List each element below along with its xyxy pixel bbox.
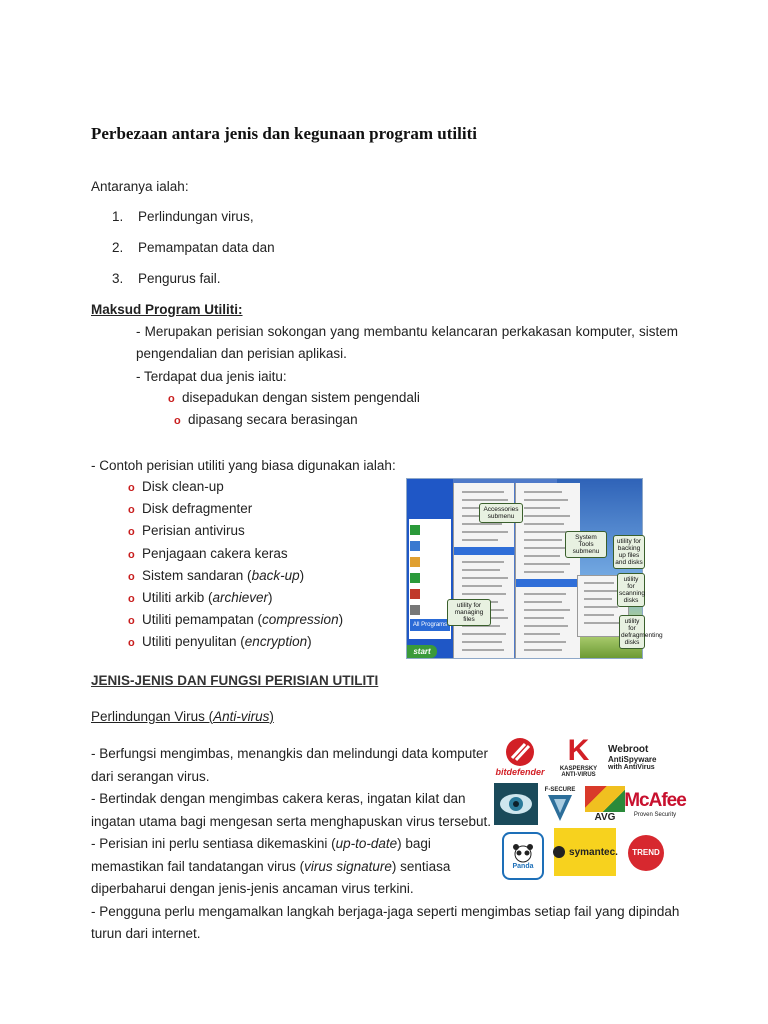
kaspersky-text: KASPERSKY xyxy=(559,766,598,772)
contoh-item-label: ) xyxy=(268,590,273,605)
start-button[interactable]: start xyxy=(407,645,437,658)
antivirus-heading xyxy=(91,706,274,728)
contoh-intro: - Contoh perisian utiliti yang biasa digunakan ialah: xyxy=(91,458,396,473)
circle-bullet-icon: o xyxy=(128,615,135,628)
circle-bullet-icon: o xyxy=(174,415,181,427)
circle-bullet-icon: o xyxy=(128,570,135,583)
contoh-item-label: Utiliti pemampatan ( xyxy=(142,612,263,628)
contoh-item xyxy=(128,498,252,521)
bitdefender-logo xyxy=(492,733,548,781)
program-icon xyxy=(410,589,420,599)
eye-icon xyxy=(499,793,533,815)
contoh-item xyxy=(128,476,224,499)
body-text: - Perisian ini perlu sentiasa dikemaskini ( xyxy=(91,836,336,851)
maksud-line-2: pengendalian dan perisian aplikasi. xyxy=(136,346,347,361)
fsecure-icon xyxy=(546,793,574,823)
heading-text: ) xyxy=(269,709,274,724)
system-tools-menu-item[interactable] xyxy=(516,579,580,587)
mcafee-sub: Proven Security xyxy=(633,812,677,818)
scanning-callout: utility for scanning disks xyxy=(617,573,645,607)
body-text: memastikan fail tandatangan virus ( xyxy=(91,858,305,874)
list-number: 2. xyxy=(112,240,124,255)
kaspersky-sub: ANTI-VIRUS xyxy=(561,772,596,778)
contoh-item-label: ) xyxy=(299,567,305,583)
panda-logo xyxy=(502,832,544,880)
symantec-icon xyxy=(552,845,566,859)
contoh-item xyxy=(128,609,343,632)
symantec-text: symantec. xyxy=(569,846,618,858)
body-italic: virus signature xyxy=(304,858,392,874)
panda-text: Panda xyxy=(512,862,534,870)
kaspersky-k-icon: K xyxy=(567,734,590,767)
program-icon xyxy=(410,525,420,535)
list-number: 1. xyxy=(112,209,124,224)
trend-logo xyxy=(622,830,670,876)
mcafee-logo xyxy=(624,783,686,825)
circle-bullet-icon: o xyxy=(128,548,135,561)
list-item: Perlindungan virus, xyxy=(138,209,254,224)
contoh-item-label: ) xyxy=(307,634,312,650)
body-line: - Pengguna perlu mengamalkan langkah berjaga-jaga seperti mengimbas setiap fail yang dipindah xyxy=(91,903,680,919)
maksud-heading: Maksud Program Utiliti: xyxy=(91,302,243,317)
maksud-line-3: - Terdapat dua jenis iaitu: xyxy=(136,369,287,384)
contoh-item-label: Sistem sandaran ( xyxy=(142,567,252,583)
circle-bullet-icon: o xyxy=(128,637,135,650)
program-icon xyxy=(410,573,420,583)
body-line: diperbaharui dengan jenis-jenis ancaman virus terkini. xyxy=(91,881,414,896)
fsecure-logo xyxy=(542,783,578,827)
contoh-item-label: Disk clean-up xyxy=(142,479,224,494)
section-heading: JENIS-JENIS DAN FUNGSI PERISIAN UTILITI xyxy=(91,673,379,688)
heading-italic: Anti-virus xyxy=(213,709,270,724)
contoh-item xyxy=(128,520,245,543)
heading-text: Perlindungan Virus ( xyxy=(91,709,214,724)
list-number: 3. xyxy=(112,271,124,286)
contoh-item-italic: compression xyxy=(262,612,339,628)
contoh-item-italic: encryption xyxy=(244,634,308,650)
contoh-item-label: Penjagaan cakera keras xyxy=(142,545,288,561)
avg-logo xyxy=(584,783,626,825)
contoh-item-label: Perisian antivirus xyxy=(142,523,245,539)
circle-bullet-icon: o xyxy=(128,526,135,539)
webroot-sub: AntiSpyware xyxy=(608,754,657,764)
symantec-logo xyxy=(554,828,616,876)
circle-bullet-icon: o xyxy=(128,504,135,517)
start-menu-screenshot xyxy=(406,478,663,659)
circle-bullet-icon: o xyxy=(168,393,175,405)
body-line xyxy=(91,833,491,856)
body-line xyxy=(91,856,491,879)
sub-item xyxy=(168,387,420,410)
system-tools-callout: System Tools submenu xyxy=(565,531,607,558)
list-item: Pemampatan data dan xyxy=(138,240,275,255)
body-line: dari serangan virus. xyxy=(91,768,210,784)
body-line: turun dari internet. xyxy=(91,926,201,941)
avg-text: AVG xyxy=(594,811,616,823)
fsecure-text: F-SECURE xyxy=(544,787,576,793)
accessories-callout: Accessories submenu xyxy=(479,503,523,523)
contoh-item-italic: archiever xyxy=(212,590,269,605)
sub-item xyxy=(174,409,358,432)
mcafee-text: McAfee xyxy=(624,790,686,811)
intro-text: Antaranya ialah: xyxy=(91,179,189,194)
program-icon xyxy=(410,557,420,567)
contoh-item xyxy=(128,587,273,610)
bitdefender-icon xyxy=(503,737,537,767)
managing-files-callout: utility for managing files xyxy=(447,599,491,626)
backup-callout: utility for backing up files and disks xyxy=(613,535,645,569)
contoh-item-label: Utiliti arkib ( xyxy=(142,590,213,605)
circle-bullet-icon: o xyxy=(128,482,135,494)
body-line: ingatan utama bagi mengesan serta menghapuskan virus tersebut. xyxy=(91,813,491,829)
sub-item-label: dipasang secara berasingan xyxy=(188,412,358,427)
maksud-line-1: - Merupakan perisian sokongan yang membantu kelancaran perkakasan komputer, sistem xyxy=(136,324,678,339)
body-text: ) bagi xyxy=(397,836,431,851)
accessories-menu-item[interactable] xyxy=(454,547,514,555)
contoh-item xyxy=(128,543,288,566)
webroot-text: Webroot xyxy=(608,743,649,755)
webroot-sub: with AntiVirus xyxy=(608,763,655,771)
contoh-item xyxy=(128,631,312,654)
list-item: Pengurus fail. xyxy=(138,271,221,286)
accessories-submenu xyxy=(515,483,580,658)
contoh-item-label: ) xyxy=(338,612,344,628)
page-title: Perbezaan antara jenis dan kegunaan program utiliti xyxy=(91,124,477,143)
webroot-logo xyxy=(608,735,676,779)
program-icon xyxy=(410,541,420,551)
contoh-item-italic: back-up xyxy=(251,567,300,583)
all-programs-button[interactable]: All Programs xyxy=(410,619,450,631)
body-line: - Berfungsi mengimbas, menangkis dan melindungi data komputer xyxy=(91,746,488,761)
trend-text: TREND xyxy=(628,835,664,871)
contoh-item-label: Disk defragmenter xyxy=(142,501,253,517)
avg-icon xyxy=(585,786,625,812)
sub-item-label: disepadukan dengan sistem pengendali xyxy=(182,390,420,405)
eye-logo xyxy=(494,783,538,825)
kaspersky-logo xyxy=(551,733,606,781)
panda-icon xyxy=(512,843,534,863)
contoh-item-label: Utiliti penyulitan ( xyxy=(142,634,245,650)
body-text: ) sentiasa xyxy=(391,858,451,874)
contoh-item xyxy=(128,565,304,588)
defrag-callout: utility for defragmenting disks xyxy=(619,615,645,649)
body-italic: up-to-date xyxy=(335,836,398,851)
bitdefender-text: bitdefender xyxy=(495,767,545,777)
program-icon xyxy=(410,605,420,615)
body-line: - Bertindak dengan mengimbas cakera keras, ingatan kilat dan xyxy=(91,791,466,806)
circle-bullet-icon: o xyxy=(128,593,135,605)
